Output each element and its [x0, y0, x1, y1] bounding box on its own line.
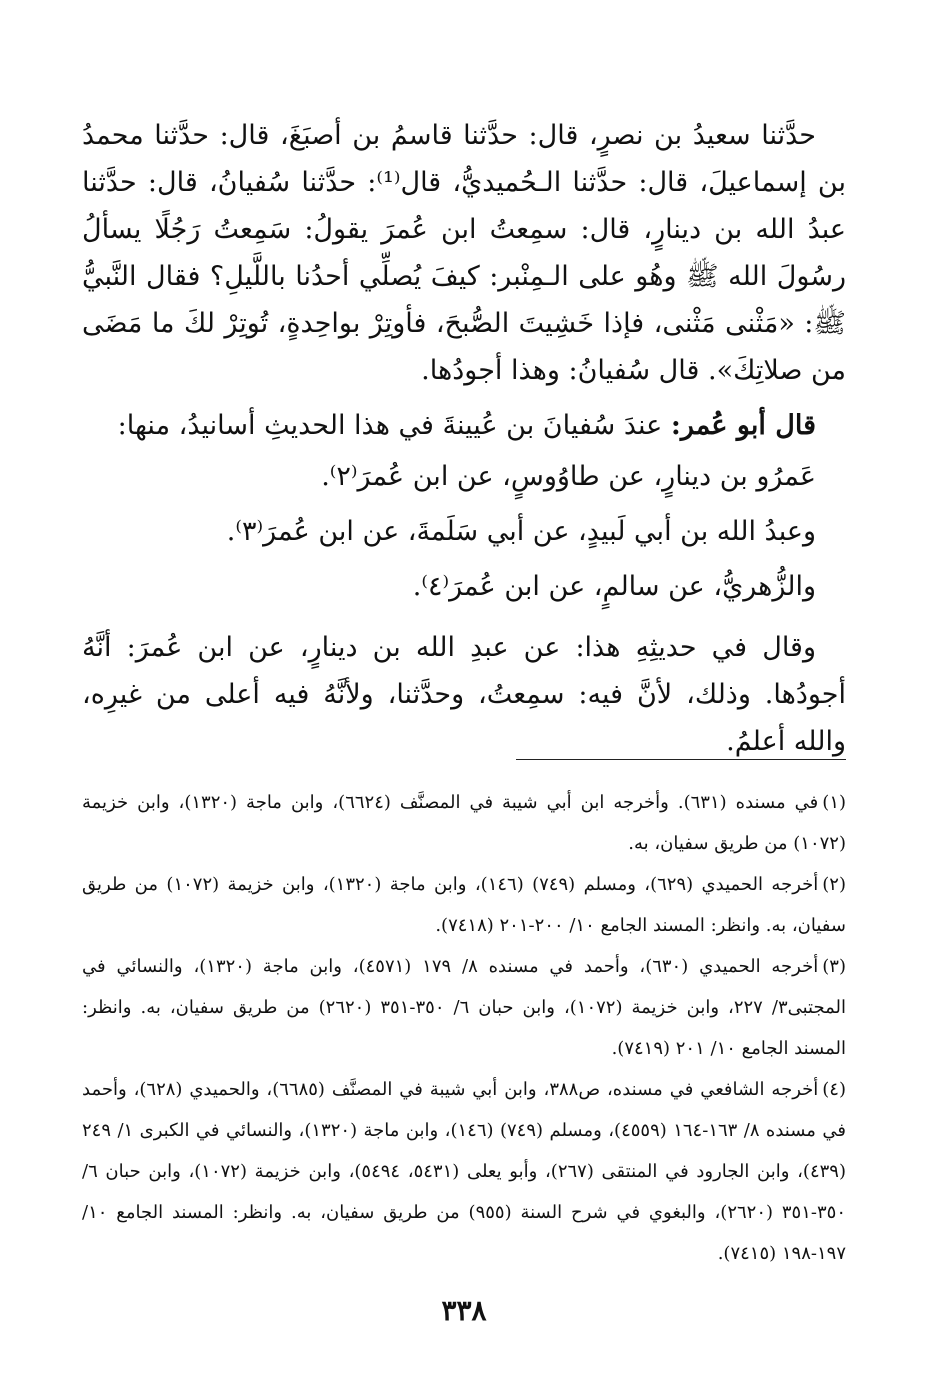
- footnote-text: في مسنده (٦٣١). وأخرجه ابن أبي شيبة في المصنَّف (٦٦٢٤)، وابن ماجة (١٣٢٠)، وابن خزيمة (١٠٧٢) من طريق سفيان، به.: [82, 792, 846, 854]
- commentary-paragraph: [82, 402, 846, 449]
- footnote-divider: [516, 759, 846, 760]
- commentary-text: عندَ سُفيانَ بن عُيينةَ في هذا الحديثِ أسانيدُ، منها:: [117, 410, 663, 441]
- main-text-block: [82, 112, 846, 765]
- hadith-paragraph: حدَّثنا سعيدُ بن نصرٍ، قال: حدَّثنا قاسمُ بن أصبَغَ، قال: حدَّثنا محمدُ بن إسماعيلَ، قال: حدَّثنا الـحُميديُّ، قال⁽¹⁾: حدَّثنا سُفيانُ، قال: حدَّثنا عبدُ الله بن دينارٍ، قال: سمِعتُ ابن عُمرَ يقولُ: سَمِعتُ رَجُلًا يسألُ رسُولَ الله ﷺ وهُو على الـمِنْبر: كيفَ يُصلِّي أحدُنا باللَّيلِ؟ فقال النَّبيُّ ﷺ: «مَثْنى مَثْنى، فإذا خَشِيتَ الصُّبحَ، فأوتِرْ بواحِدةٍ، تُوتِرْ لكَ ما مَضَى من صلاتِكَ». قال سُفيانُ: وهذا أجودُها.: [82, 120, 846, 386]
- book-page: [82, 0, 846, 1374]
- footnote-3: [82, 946, 846, 1069]
- page-number: ٣٣٨: [441, 1294, 487, 1327]
- isnad-line-2: وعبدُ الله بن أبي لَبيدٍ، عن أبي سَلَمةَ، عن ابن عُمرَ⁽٣⁾.: [226, 516, 816, 547]
- footnote-number: (٢): [822, 874, 846, 895]
- footnotes: [82, 782, 846, 1274]
- footnote-1: [82, 782, 846, 864]
- isnad-line-1: عَمرُو بن دينارٍ، عن طاوُوسٍ، عن ابن عُمرَ⁽٢⁾.: [321, 461, 816, 492]
- footnote-number: (٤): [822, 1079, 846, 1100]
- footnote-text: أخرجه الشافعي في مسنده، ص٣٨٨، وابن أبي شيبة في المصنَّف (٦٦٨٥)، والحميدي (٦٢٨)، وأحمد في مسنده ٨/ ١٦٣-١٦٤ (٤٥٥٩)، ومسلم (٧٤٩) (١٤٦)، وابن ماجة (١٣٢٠)، والنسائي في الكبرى ١/ ٢٤٩ (٤٣٩)، وابن الجارود في المنتقى (٢٦٧)، وأبو يعلى (٥٤٣١، ٥٤٩٤)، وابن خزيمة (١٠٧٢)، وابن حبان ٦/ ٣٥٠-٣٥١ (٢٦٢٠)، والبغوي في شرح السنة (٩٥٥) من طريق سفيان، به. وانظر: المسند الجامع ١٠/ ١٩٧-١٩٨ (٧٤١٥).: [82, 1079, 846, 1264]
- footnote-4: [82, 1069, 846, 1274]
- footnote-number: (٣): [822, 956, 846, 977]
- footnote-number: (١): [822, 792, 847, 813]
- footnote-text: أخرجه الحميدي (٦٣٠)، وأحمد في مسنده ٨/ ١٧٩ (٤٥٧١)، وابن ماجة (١٣٢٠)، والنسائي في المجتبى٣/ ٢٢٧، وابن خزيمة (١٠٧٢)، وابن حبان ٦/ ٣٥٠-٣٥١ (٢٦٢٠) من طريق سفيان، به. وانظر: المسند الجامع ١٠/ ٢٠١ (٧٤١٩).: [82, 956, 846, 1059]
- footnote-2: [82, 864, 846, 946]
- closing-paragraph: وقال في حديثِهِ هذا: عن عبدِ الله بن دينارٍ، عن ابن عُمرَ: أنَّهُ أجودُها. وذلك، لأنَّ فيه: سمِعتُ، وحدَّثنا، ولأنَّهُ فيه أعلى من غيرِه، والله أعلمُ.: [82, 632, 846, 757]
- footnote-text: أخرجه الحميدي (٦٢٩)، ومسلم (٧٤٩) (١٤٦)، وابن ماجة (١٣٢٠)، وابن خزيمة (١٠٧٢) من طريق سفيان، به. وانظر: المسند الجامع ١٠/ ٢٠٠-٢٠١ (٧٤١٨).: [82, 874, 846, 936]
- commentary-lead: قال أبو عُمر:: [670, 410, 816, 441]
- isnad-line-3: والزُّهريُّ، عن سالمٍ، عن ابن عُمرَ⁽٤⁾.: [412, 571, 816, 602]
